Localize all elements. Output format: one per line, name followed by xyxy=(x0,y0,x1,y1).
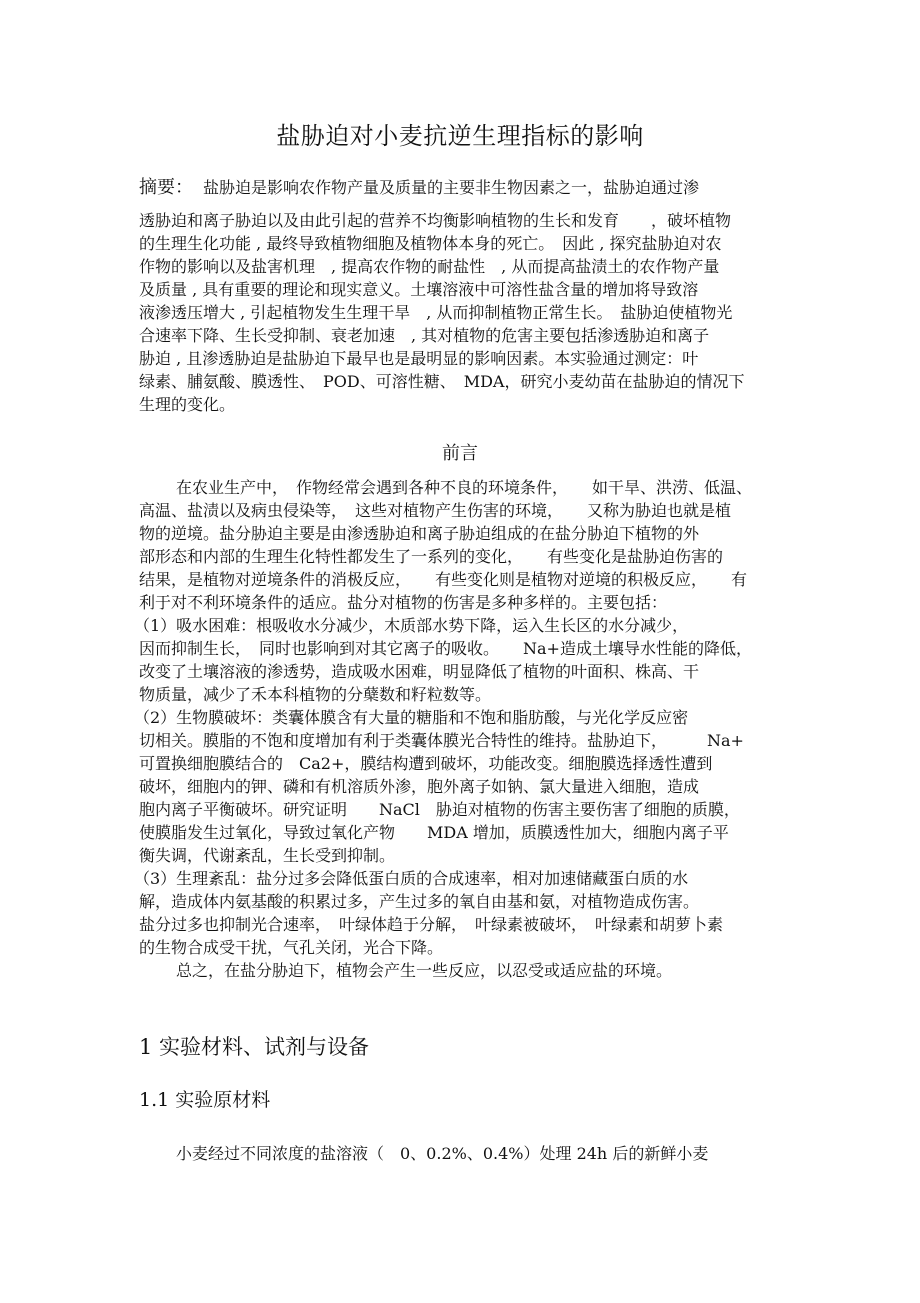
preface-line: 解，造成体内氨基酸的积累过多，产生过多的氧自由基和氨，对植物造成伤害。 xyxy=(139,892,700,911)
preface-heading: 前言 xyxy=(442,443,478,464)
preface-line: 物的逆境。盐分胁迫主要是由渗透胁迫和离子胁迫组成的在盐分胁迫下植物的外 xyxy=(139,524,700,543)
preface-line: 结果，是植物对逆境条件的消极反应， 有些变化则是植物对逆境的积极反应， 有 xyxy=(139,570,748,589)
abstract-line: 合速率下降、生长受抑制、衰老加速 , 其对植物的危害主要包括渗透胁迫和离子 xyxy=(139,326,710,345)
preface-line: （1）吸水困难：根吸收水分减少，木质部水势下降，运入生长区的水分减少， xyxy=(134,616,689,635)
preface-line: 在农业生产中， 作物经常会遇到各种不良的环境条件， 如干旱、洪涝、低温、 xyxy=(176,478,753,497)
preface-line: 总之，在盐分胁迫下，植物会产生一些反应，以忍受或适应盐的环境。 xyxy=(176,961,673,980)
preface-line: （3）生理紊乱：盐分过多会降低蛋白质的合成速率，相对加速储藏蛋白质的水 xyxy=(134,869,689,888)
abstract-line: 作物的影响以及盐害机理 , 提高农作物的耐盐性 , 从而提高盐渍土的农作物产量 xyxy=(139,257,720,276)
abstract-line: 生理的变化。 xyxy=(139,395,236,414)
preface-line: 可置换细胞膜结合的 Ca2+，膜结构遭到破坏，功能改变。细胞膜选择透性遭到 xyxy=(139,754,713,773)
abstract-line: 液渗透压增大 , 引起植物发生生理干旱 , 从而抑制植物正常生长。 盐胁迫使植物光 xyxy=(139,303,733,322)
preface-line: 使膜脂发生过氧化，导致过氧化产物 MDA 增加，质膜透性加大，细胞内离子平 xyxy=(139,823,729,842)
paper-title: 盐胁迫对小麦抗逆生理指标的影响 xyxy=(276,122,644,150)
abstract-line: 绿素、脯氨酸、膜透性、 POD、可溶性糖、 MDA，研究小麦幼苗在盐胁迫的情况下 xyxy=(139,372,745,391)
abstract-line: 及质量 , 具有重要的理论和现实意义。土壤溶液中可溶性盐含量的增加将导致溶 xyxy=(139,280,699,299)
section-1-heading: 1 实验材料、试剂与设备 xyxy=(139,1035,370,1059)
preface-line: 高温、盐渍以及病虫侵染等， 这些对植物产生伤害的环境， 又称为胁迫也就是植 xyxy=(139,501,732,520)
preface-line: 的生物合成受干扰，气孔关闭，光合下降。 xyxy=(139,938,444,957)
preface-line: 物质量，减少了禾本科植物的分蘖数和籽粒数等。 xyxy=(139,685,492,704)
preface-line: （2）生物膜破坏：类囊体膜含有大量的糖脂和不饱和脂肪酸，与光化学反应密 xyxy=(134,708,689,727)
preface-line: 胞内离子平衡破坏。研究证明 NaCl 胁迫对植物的伤害主要伤害了细胞的质膜， xyxy=(139,800,740,819)
abstract-label: 摘要： xyxy=(139,177,193,198)
preface-line: 因而抑制生长， 同时也影响到对其它离子的吸收。 Na+造成土壤导水性能的降低， xyxy=(139,639,752,658)
abstract xyxy=(139,174,789,416)
abstract-line: 胁迫 , 且渗透胁迫是盐胁迫下最早也是最明显的影响因素。本实验通过测定：叶 xyxy=(139,349,699,368)
preface-line: 盐分过多也抑制光合速率， 叶绿体趋于分解， 叶绿素被破坏， 叶绿素和胡萝卜素 xyxy=(139,915,724,934)
abstract-line: 的生理生化功能 , 最终导致植物细胞及植物体本身的死亡。 因此 , 探究盐胁迫对农 xyxy=(139,234,722,253)
abstract-line-1: 摘要： 盐胁迫是影响农作物产量及质量的主要非生物因素之一，盐胁迫通过渗 xyxy=(139,177,700,198)
preface-line: 利于对不利环境条件的适应。盐分对植物的伤害是多种多样的。主要包括： xyxy=(139,593,668,612)
preface-line: 切相关。膜脂的不饱和度增加有利于类囊体膜光合特性的维持。盐胁迫下， Na+ xyxy=(139,731,744,750)
preface-line: 破坏，细胞内的钾、磷和有机溶质外渗，胞外离子如钠、氯大量进入细胞，造成 xyxy=(139,777,700,796)
preface-line: 改变了土壤溶液的渗透势，造成吸水困难，明显降低了植物的叶面积、株高、干 xyxy=(139,662,700,681)
preface-body xyxy=(134,476,789,982)
preface-line: 部形态和内部的生理生化特性都发生了一系列的变化， 有些变化是盐胁迫伤害的 xyxy=(139,547,724,566)
preface-line: 衡失调，代谢紊乱，生长受到抑制。 xyxy=(139,846,396,865)
section-1-1-text: 小麦经过不同浓度的盐溶液（ 0、0.2%、0.4%）处理 24h 后的新鲜小麦 xyxy=(176,1144,709,1163)
section-1-1-heading: 1.1 实验原材料 xyxy=(139,1089,271,1111)
abstract-line: 透胁迫和离子胁迫以及由此引起的营养不均衡影响植物的生长和发育 ，破坏植物 xyxy=(139,211,732,230)
